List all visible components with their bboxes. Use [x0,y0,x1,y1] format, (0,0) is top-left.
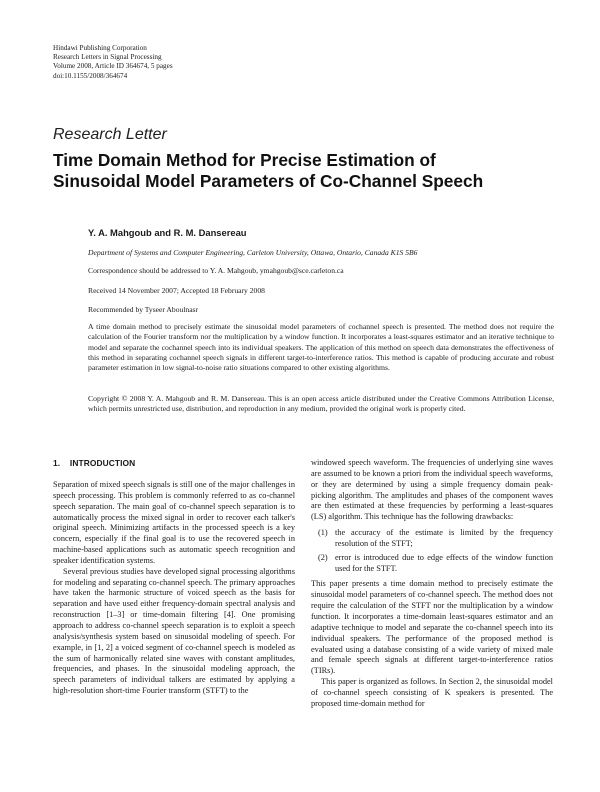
list-number: (2) [318,552,328,562]
list-number: (1) [318,528,328,538]
section-number: 1. [53,458,61,468]
doi[interactable]: doi:10.1155/2008/364674 [53,71,128,80]
publisher: Hindawi Publishing Corporation [53,44,147,52]
journal-info [53,44,313,81]
paper-title [53,150,553,192]
paragraph: Several previous studies have developed signal processing algorithms for modeling and separating co-channel speech. The primary approaches have taken the harmonic structure of voiced speech as the basis for separation and have used either frequency-domain spectral analysis and reconstruction [1–3] or time-domain filtering [4]. One promising approach to address co-channel speech separation is to exploit a speech analysis/synthesis system based on sinusoidal modeling of speech. For example, in [1, 2] a voiced segment of co-channel speech is modeled as the sum of harmonically related sine waves with constant amplitudes, frequencies, and phases. In the sinusoidal modeling approach, the speech parameters of individual talkers are estimated by applying a high-resolution short-time Fourier transform (STFT) to the [53,566,295,696]
list-text: the accuracy of the estimate is limited by the frequency resolution of the STFT; [335,528,553,548]
list-text: error is introduced due to edge effects of the window function used for the STFT. [335,552,553,573]
correspondence: Correspondence should be addressed to Y. A. Mahgoub, ymahgoub@sce.carleton.ca [88,266,344,275]
abstract: A time domain method to precisely estimate the sinusoidal model parameters of cochannel speech is presented. The method does not require the calculation of the Fourier transform nor the multiplication by a window function. It incorporates a least-squares estimator and an iterative technique to model and separate the cochannel speech into its individual speakers. The application of this method on speech data demonstrates the effectiveness of this method in separating cochannel speech signals in different target-to-interference ratios. This method is capable of producing accurate and robust parameter estimation in low signal-to-noise ratio situations compared to other existing algorithms. [88,322,554,373]
copyright-notice: Copyright © 2008 Y. A. Mahgoub and R. M. Dansereau. This is an open access article distributed under the Creative Commons Attribution License, which permits unrestricted use, distribution, and reproduction in any medium, provided the original work is properly cited. [88,394,554,414]
drawbacks-list [311,528,553,574]
journal-name: Research Letters in Signal Processing [53,53,162,62]
paragraph: windowed speech waveform. The frequencies of underlying sine waves are assumed to be known a priori from the individual speech waveforms, or they are determined by using a simple frequency domain peak-picking algorithm. The amplitudes and phases of the component waves are then estimated at these frequencies by performing a least-squares (LS) algorithm. This technique has the following drawbacks: [311,458,553,522]
affiliation: Department of Systems and Computer Engineering, Carleton University, Ottawa, Ontario, Canada K1S 5B6 [88,248,418,257]
volume-info: Volume 2008, Article ID 364674, 5 pages [53,62,173,71]
article-type: Research Letter [53,126,167,143]
right-column [311,458,553,710]
received-dates: Received 14 November 2007; Accepted 18 February 2008 [88,286,265,295]
paragraph: This paper is organized as follows. In Section 2, the sinusoidal model of co-channel speech consisting of K speakers is presented. The proposed time-domain method for [311,677,553,708]
authors: Y. A. Mahgoub and R. M. Dansereau [88,227,247,238]
left-column [53,480,295,697]
section-title: INTRODUCTION [69,458,136,468]
recommended-by: Recommended by Tyseer Aboulnasr [88,305,199,314]
title-line-1: Time Domain Method for Precise Estimation of [53,150,436,170]
section-heading [53,458,135,468]
list-item [311,553,553,575]
paragraph: This paper presents a time domain method to precisely estimate the sinusoidal model parameters of co-channel speech. The method does not require the calculation of the STFT nor the multiplication by a window function. It incorporates a time-domain least-squares estimator and an adaptive technique to model and separate the co-channel speech into its individual speakers. The performance of the proposed method is evaluated using a database consisting of a wide variety of mixed male and female speech signals at different target-to-interference ratios (TIRs). [311,579,553,676]
paragraph: Separation of mixed speech signals is still one of the major challenges in speech processing. This problem is commonly referred to as co-channel speech separation. The main goal of co-channel speech separation is to automatically process the mixed signal in order to recover each talker's original speech. Minimizing artifacts in the processed speech is a key concern, especially if the final goal is to use the recovered speech in machine-based applications such as automatic speech recognition and speaker identification systems. [53,480,295,565]
list-item [311,528,553,550]
title-line-2: Sinusoidal Model Parameters of Co-Channel Speech [53,171,484,191]
